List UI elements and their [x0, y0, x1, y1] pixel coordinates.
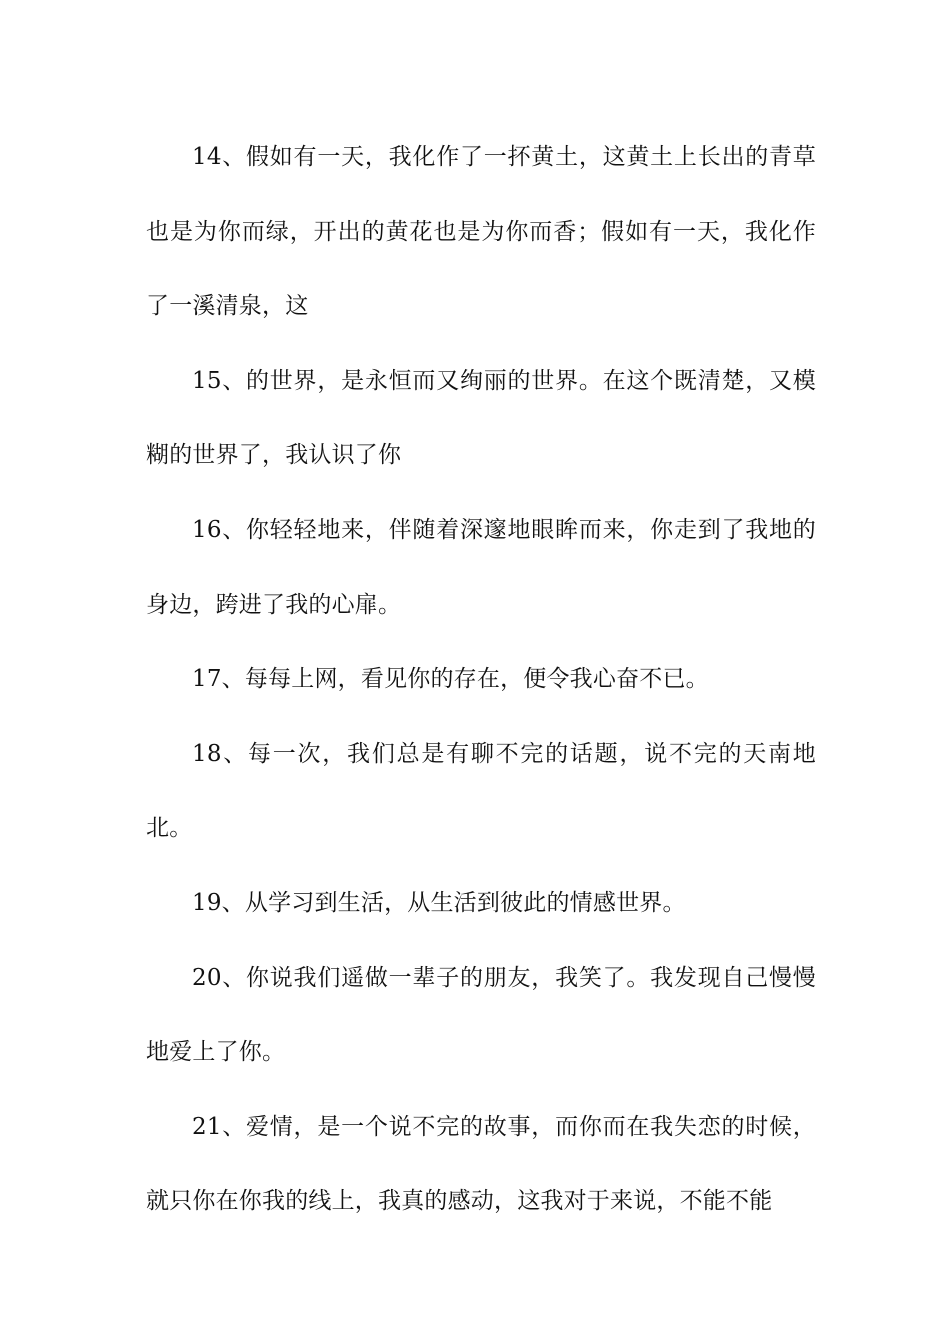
document-body — [146, 120, 816, 1239]
paragraph-18: 18、每一次，我们总是有聊不完的话题，说不完的天南地北。 — [146, 740, 816, 842]
paragraph-21: 21、爱情，是一个说不完的故事，而你而在我失恋的时候，就只你在你我的线上，我真的感动，这我对于来说，不能不能 — [146, 1113, 816, 1215]
paragraph-15: 15、的世界，是永恒而又绚丽的世界。在这个既清楚，又模糊的世界了，我认识了你 — [146, 367, 816, 469]
paragraph-20: 20、你说我们遥做一辈子的朋友，我笑了。我发现自己慢慢地爱上了你。 — [146, 964, 816, 1066]
paragraph-17: 17、每每上网，看见你的存在，便令我心奋不已。 — [192, 666, 709, 693]
paragraph-19: 19、从学习到生活，从生活到彼此的情感世界。 — [192, 889, 686, 916]
paragraph-14: 14、假如有一天，我化作了一抔黄土，这黄土上长出的青草也是为你而绿，开出的黄花也是为你而香；假如有一天，我化作了一溪清泉，这 — [146, 144, 816, 320]
paragraph-16: 16、你轻轻地来，伴随着深邃地眼眸而来，你走到了我地的身边，跨进了我的心扉。 — [146, 516, 816, 618]
